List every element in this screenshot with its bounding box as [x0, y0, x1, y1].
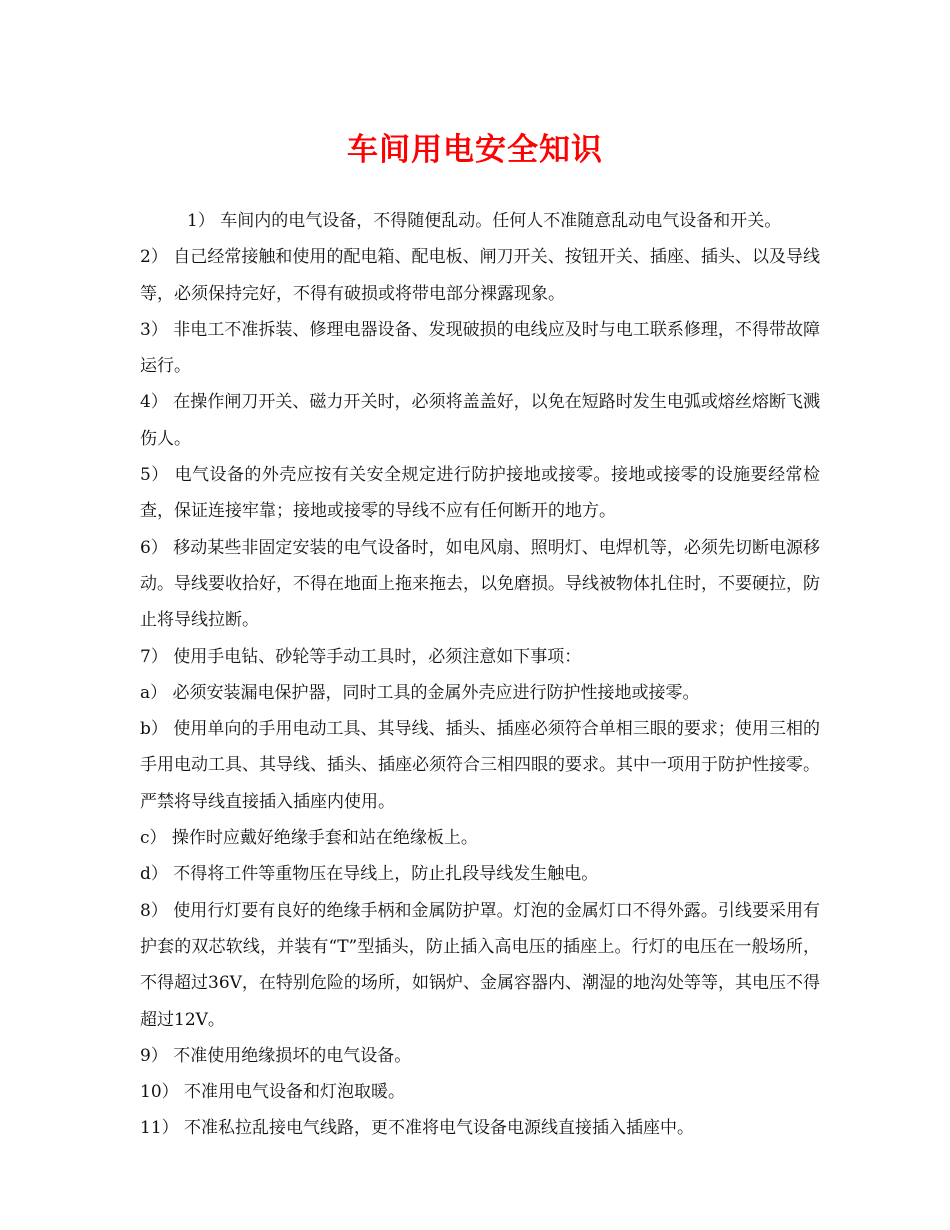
paragraph-8: 8） 使用行灯要有良好的绝缘手柄和金属防护罩。灯泡的金属灯口不得外露。引线要采用有护套的双芯软线，并装有“T”型插头，防止插入高电压的插座上。行灯的电压在一般场所，不得超过36V，在特别危险的场所，如锅炉、金属容器内、潮湿的地沟处等等，其电压不得超过12V。 [140, 900, 820, 1030]
paragraph-7: 7） 使用手电钻、砂轮等手动工具时，必须注意如下事项： [140, 646, 582, 667]
paragraph-7b: b） 使用单向的手用电动工具、其导线、插头、插座必须符合单相三眼的要求；使用三相的手用电动工具、其导线、插头、插座必须符合三相四眼的要求。其中一项用于防护性接零。严禁将导线直接插入插座内使用。 [140, 719, 820, 812]
paragraph-10: 10） 不准用电气设备和灯泡取暖。 [140, 1082, 406, 1103]
paragraph-4: 4） 在操作闸刀开关、磁力开关时，必须将盖盖好，以免在短路时发生电弧或熔丝熔断飞溅伤人。 [140, 392, 820, 449]
paragraph-6: 6） 移动某些非固定安装的电气设备时，如电风扇、照明灯、电焊机等，必须先切断电源移动。导线要收拾好，不得在地面上拖来拖去，以免磨损。导线被物体扎住时，不要硬拉，防止将导线拉断。 [140, 537, 820, 631]
document-body [140, 203, 820, 1147]
paragraph-3: 3） 非电工不准拆装、修理电器设备、发现破损的电线应及时与电工联系修理，不得带故障运行。 [140, 319, 820, 377]
paragraph-9: 9） 不准使用绝缘损坏的电气设备。 [140, 1045, 412, 1066]
paragraph-2: 2） 自己经常接触和使用的配电箱、配电板、闸刀开关、按钮开关、插座、插头、以及导线等，必须保持完好，不得有破损或将带电部分裸露现象。 [140, 247, 820, 304]
paragraph-5: 5） 电气设备的外壳应按有关安全规定进行防护接地或接零。接地或接零的设施要经常检查，保证连接牢靠；接地或接零的导线不应有任何断开的地方。 [140, 465, 820, 522]
paragraph-7a: a） 必须安装漏电保护器，同时工具的金属外壳应进行防护性接地或接零。 [140, 682, 700, 703]
paragraph-7c: c） 操作时应戴好绝缘手套和站在绝缘板上。 [140, 828, 478, 849]
paragraph-7d: d） 不得将工件等重物压在导线上，防止扎段导线发生触电。 [140, 864, 599, 885]
paragraph-11: 11） 不准私拉乱接电气线路，更不准将电气设备电源线直接插入插座中。 [140, 1118, 695, 1139]
paragraph-1: 1） 车间内的电气设备，不得随便乱动。任何人不准随意乱动电气设备和开关。 [187, 211, 782, 231]
document-title: 车间用电安全知识 [347, 132, 603, 168]
